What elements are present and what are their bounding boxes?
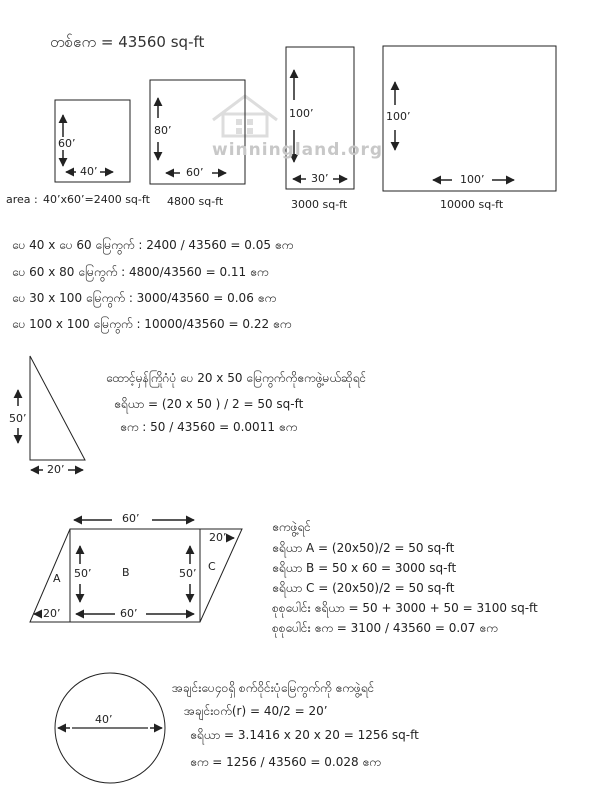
- triangle-base-label: 20’: [47, 463, 65, 476]
- sq4-height-label: 100’: [386, 110, 411, 123]
- sq1-height-label: 60’: [58, 137, 76, 150]
- para-area-b: ဧရိယာ B = 50 x 60 = 3000 sq-ft: [272, 561, 457, 575]
- para-top-width-label: 60’: [122, 512, 140, 525]
- para-bottom-width-label: 60’: [120, 607, 138, 620]
- para-label-b: B: [122, 566, 130, 579]
- sq4-area: 10000 sq-ft: [440, 198, 504, 211]
- sq2-width-label: 60’: [186, 166, 204, 179]
- triangle-acre: ဧက : 50 / 43560 = 0.0011 ဧက: [120, 420, 298, 434]
- circle-radius: အချင်းဝက်(r) = 40/2 = 20’: [184, 704, 328, 718]
- right-triangle: [18, 356, 85, 470]
- para-label-a: A: [53, 572, 61, 585]
- sq1-width-label: 40’: [80, 165, 98, 178]
- sq4-width-label: 100’: [460, 173, 485, 186]
- para-total-acre: စုစုပေါင်း ဧက = 3100 / 43560 = 0.07 ဧက: [272, 621, 498, 635]
- para-total-area: စုစုပေါင်း ဧရိယာ = 50 + 3000 + 50 = 3100 sq-ft: [272, 601, 538, 615]
- sq2-area: 4800 sq-ft: [167, 195, 224, 208]
- conversion-line-3: ပေ 30 x 100 မြေကွက် : 3000/43560 = 0.06 ဧက: [12, 291, 277, 305]
- conversion-line-2: ပေ 60 x 80 မြေကွက် : 4800/43560 = 0.11 ဧက: [12, 265, 269, 279]
- circle-acre: ဧက = 1256 / 43560 = 0.028 ဧက: [190, 755, 381, 769]
- sq3-width-label: 30’: [311, 172, 329, 185]
- sq1-area: 40’x60’=2400 sq-ft: [43, 193, 150, 206]
- triangle-height-label: 50’: [9, 412, 27, 425]
- circle-diameter-label: 40’: [95, 713, 113, 726]
- para-label-c: C: [208, 560, 216, 573]
- para-area-a: ဧရိယာ A = (20x50)/2 = 50 sq-ft: [272, 541, 455, 555]
- watermark-text: winningland.org: [212, 140, 384, 160]
- sq3-area: 3000 sq-ft: [291, 198, 348, 211]
- sq2-height-label: 80’: [154, 124, 172, 137]
- conversion-line-1: ပေ 40 x ပေ 60 မြေကွက် : 2400 / 43560 = 0.05 ဧက: [12, 238, 294, 252]
- circle-area: ဧရိယာ = 3.1416 x 20 x 20 = 1256 sq-ft: [190, 728, 419, 742]
- circle-plot: [55, 673, 165, 783]
- para-left-height-label: 50’: [74, 567, 92, 580]
- para-right-height-label: 50’: [179, 567, 197, 580]
- circle-heading: အချင်းပေ၄၀ရှိ စက်ဝိုင်းပုံမြေကွက်ကို ဧကဖွဲ့ရင်: [172, 681, 375, 695]
- para-heading: ဧကဖွဲ့ရင်: [272, 520, 311, 534]
- conversion-line-4: ပေ 100 x 100 မြေကွက် : 10000/43560 = 0.22 ဧက: [12, 317, 292, 331]
- sq3-height-label: 100’: [289, 107, 314, 120]
- page-title: တစ်ဧက = 43560 sq-ft: [50, 33, 205, 51]
- triangle-area: ဧရိယာ = (20 x 50 ) / 2 = 50 sq-ft: [114, 397, 304, 411]
- para-area-c: ဧရိယာ C = (20x50)/2 = 50 sq-ft: [272, 581, 455, 595]
- area-prefix: area :: [6, 193, 38, 206]
- para-top-right-offset-label: 20’: [209, 531, 227, 544]
- triangle-heading: ထောင့်မှန်ကြိုဂံပုံ ပေ 20 x 50 မြေကွက်ကိုဧကဖွဲ့မယ်ဆိုရင်: [106, 371, 367, 385]
- para-bottom-left-offset-label: 20’: [43, 607, 61, 620]
